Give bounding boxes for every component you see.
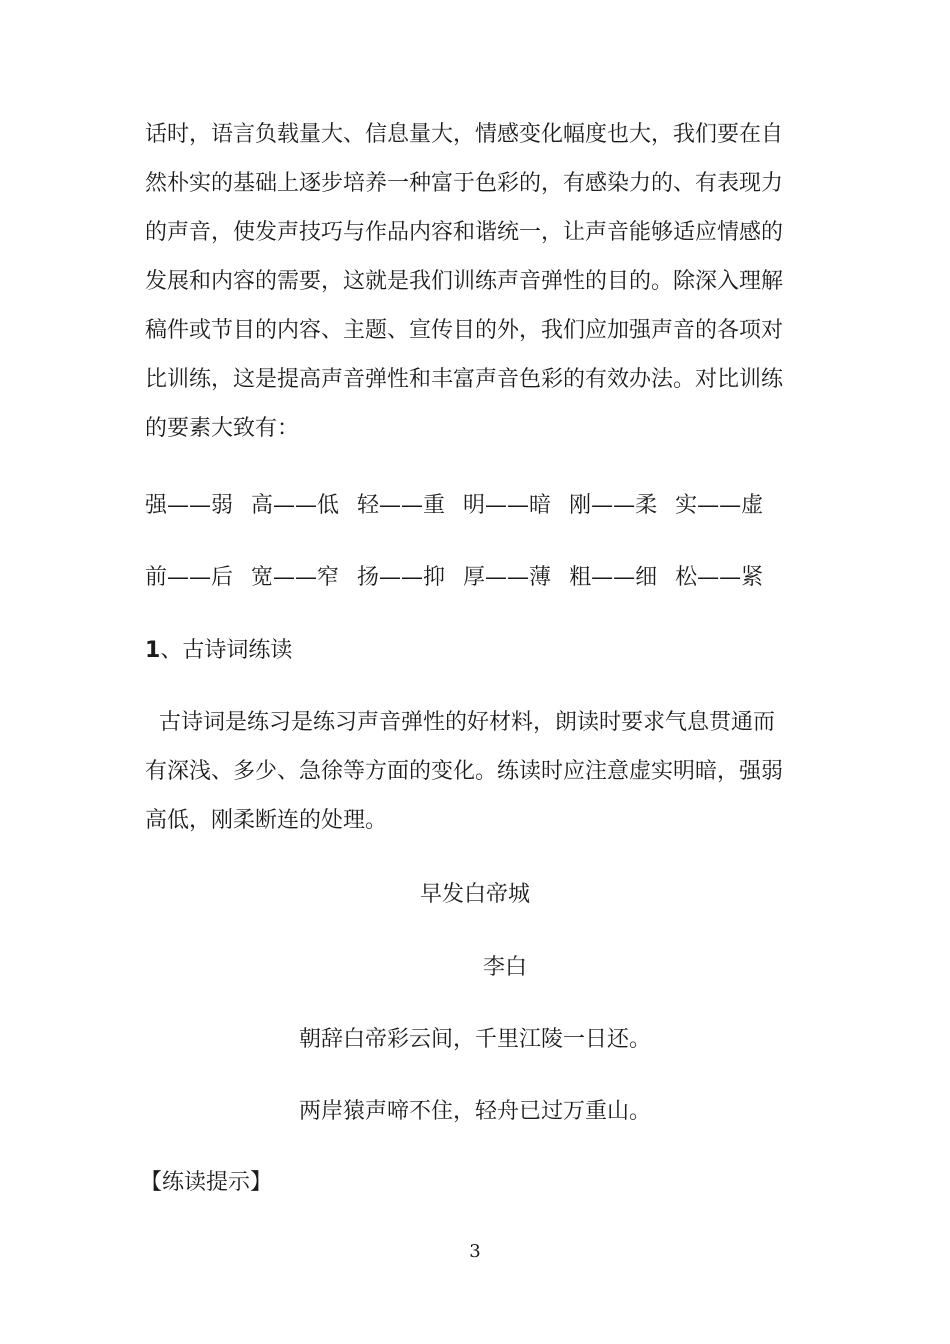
contrast-pair: 宽——窄 (251, 565, 340, 590)
contrast-pair: 刚——柔 (569, 493, 658, 518)
paragraph-line: 话时，语言负载量大、信息量大，情感变化幅度也大，我们要在自 (145, 122, 784, 147)
paragraph-line: 稿件或节目的内容、主题、宣传目的外，我们应加强声音的各项对 (145, 318, 784, 343)
contrast-pairs-row-2 (145, 563, 805, 593)
poem-author: 李白 (482, 955, 527, 980)
contrast-pair: 松——紧 (675, 565, 764, 590)
paragraph-line: 的要素大致有： (145, 416, 300, 441)
body-paragraph-1 (145, 110, 797, 453)
paragraph-line: 高低，刚柔断连的处理。 (145, 808, 388, 833)
contrast-pair: 高——低 (251, 493, 340, 518)
section-heading (145, 636, 292, 666)
paragraph-line: 比训练，这是提高声音弹性和丰富声音色彩的有效办法。对比训练 (145, 367, 784, 392)
page-number: 3 (469, 1241, 481, 1262)
section-title: 、古诗词练读 (160, 638, 293, 663)
paragraph-line: 的声音，使发声技巧与作品内容和谐统一，让声音能够适应情感的 (145, 220, 784, 245)
paragraph-line: 有深浅、多少、急徐等方面的变化。练读时应注意虚实明暗，强弱 (145, 759, 784, 784)
contrast-pair: 厚——薄 (463, 565, 552, 590)
poem-line-2: 两岸猿声啼不住，轻舟已过万重山。 (298, 1099, 651, 1124)
contrast-pair: 明——暗 (463, 493, 552, 518)
body-paragraph-2 (145, 698, 797, 845)
paragraph-line: 然朴实的基础上逐步培养一种富于色彩的，有感染力的、有表现力 (145, 171, 784, 196)
contrast-pair: 强——弱 (145, 493, 234, 518)
poem-line-1: 朝辞白帝彩云间，千里江陵一日还。 (298, 1027, 651, 1052)
contrast-pair: 扬——抑 (357, 565, 446, 590)
contrast-pairs-row-1 (145, 491, 805, 521)
section-number: 1 (145, 638, 161, 663)
paragraph-line: 古诗词是练习是练习声音弹性的好材料，朗读时要求气息贯通而 (145, 710, 775, 735)
poem-title: 早发白帝城 (419, 882, 530, 907)
contrast-pair: 轻——重 (357, 493, 446, 518)
contrast-pair: 实——虚 (675, 493, 764, 518)
tip-heading: 【练读提示】 (140, 1170, 273, 1195)
contrast-pair: 前——后 (145, 565, 234, 590)
paragraph-line: 发展和内容的需要，这就是我们训练声音弹性的目的。除深入理解 (145, 269, 784, 294)
contrast-pair: 粗——细 (569, 565, 658, 590)
